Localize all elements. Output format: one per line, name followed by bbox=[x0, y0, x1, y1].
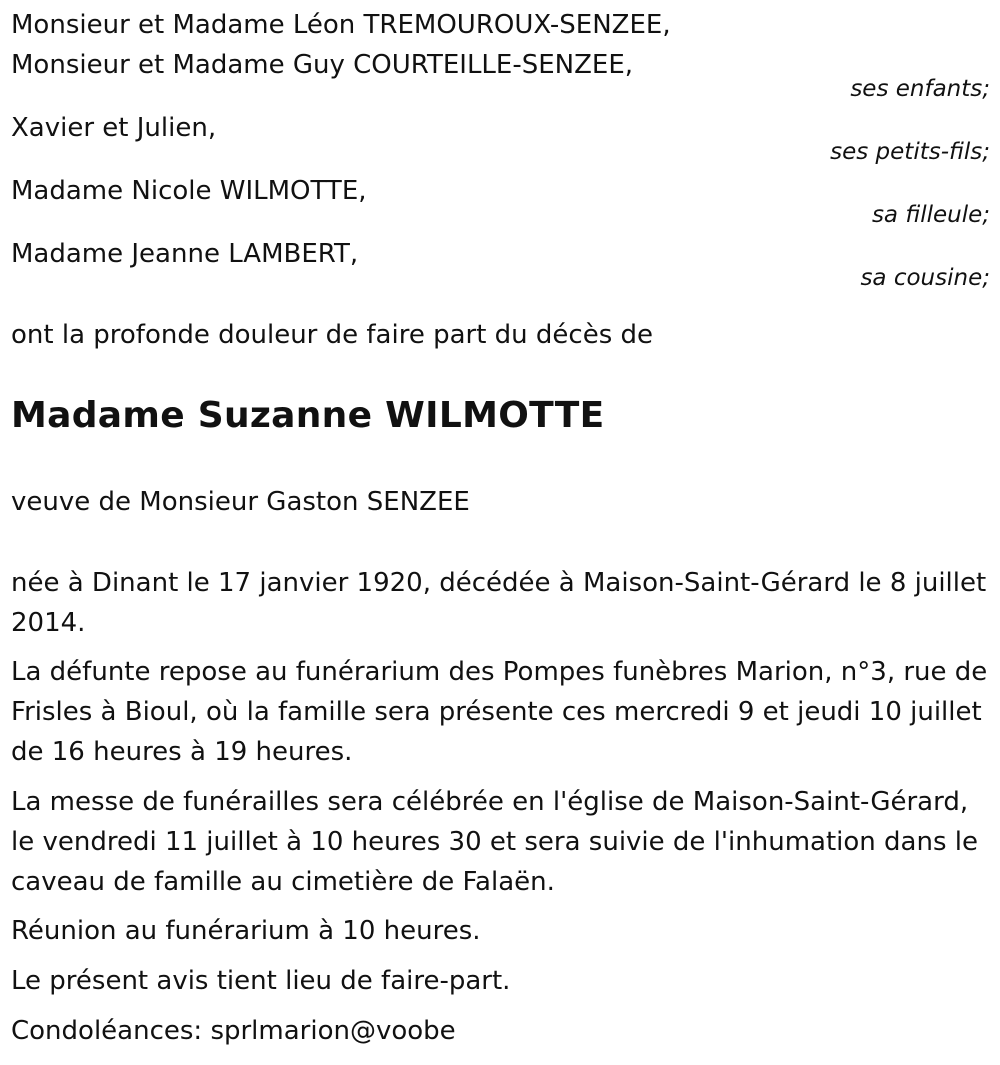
announcement-intro: ont la profonde douleur de faire part du décès de bbox=[11, 320, 654, 350]
family-grandsons: Xavier et Julien, bbox=[11, 113, 217, 143]
widow-of: veuve de Monsieur Gaston SENZEE bbox=[11, 487, 470, 517]
repose-paragraph: La défunte repose au funérarium des Pompes funèbres Marion, n°3, rue de Frisles à Bioul, où la famille sera présente ces mercredi 9 et jeudi 10 juillet de 16 heures à 19 heures. bbox=[11, 657, 988, 767]
mass-paragraph: La messe de funérailles sera célébrée en l'église de Maison-Saint-Gérard, le vendredi 11 juillet à 10 heures 30 et sera suivie de l'inhumation dans le caveau de famille au cimetière de Falaën. bbox=[11, 787, 978, 897]
family-cousin: Madame Jeanne LAMBERT, bbox=[11, 239, 359, 269]
meeting-paragraph: Réunion au funérarium à 10 heures. bbox=[11, 916, 481, 946]
family-line-2: Monsieur et Madame Guy COURTEILLE-SENZEE, bbox=[11, 50, 634, 80]
relation-goddaughter: sa filleule; bbox=[871, 202, 990, 228]
notice-paragraph: Le présent avis tient lieu de faire-part. bbox=[11, 966, 511, 996]
condolences-paragraph: Condoléances: sprlmarion@voobe bbox=[11, 1016, 456, 1046]
family-goddaughter: Madame Nicole WILMOTTE, bbox=[11, 176, 367, 206]
relation-cousin: sa cousine; bbox=[860, 265, 990, 291]
family-line-1: Monsieur et Madame Léon TREMOUROUX-SENZEE, bbox=[11, 10, 671, 40]
relation-children: ses enfants; bbox=[850, 76, 990, 102]
relation-grandsons: ses petits-fils; bbox=[830, 139, 990, 165]
birth-death-paragraph: née à Dinant le 17 janvier 1920, décédée à Maison-Saint-Gérard le 8 juillet 2014. bbox=[11, 568, 987, 638]
deceased-name: Madame Suzanne WILMOTTE bbox=[11, 395, 605, 436]
